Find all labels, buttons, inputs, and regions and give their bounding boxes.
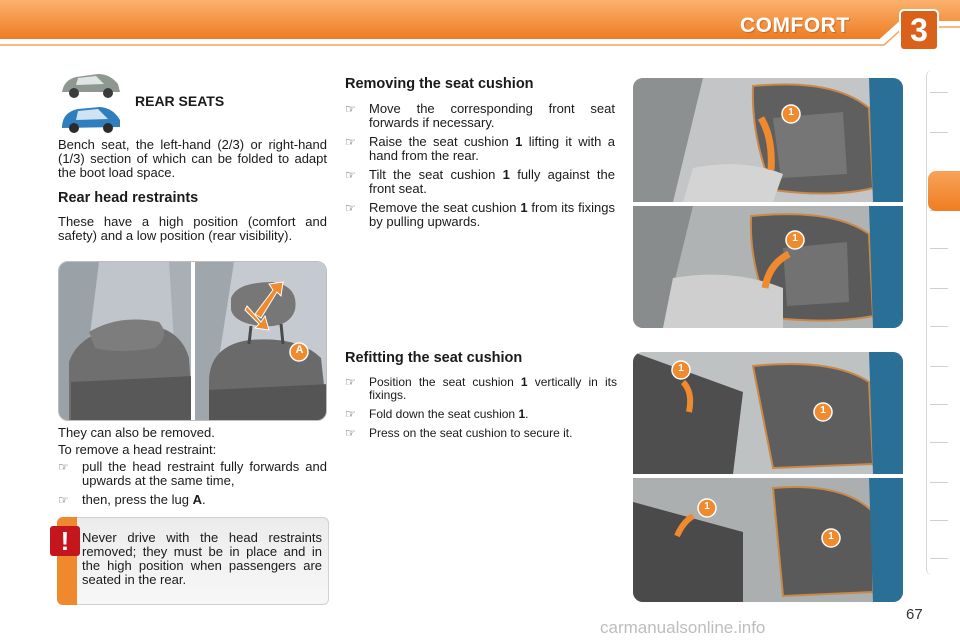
lug-reference: A [192,492,202,507]
hand-bullet-icon: ☞ [58,460,69,474]
tab-divider [930,404,948,405]
hand-bullet-icon: ☞ [345,102,356,116]
hand-bullet-icon: ☞ [345,375,356,389]
hand-bullet-icon: ☞ [345,426,356,440]
hand-bullet-icon: ☞ [345,407,356,421]
removing-step: ☞ Move the corresponding front seat forwards if necessary. [345,101,615,130]
figure-label-1: 1 [704,501,710,512]
chapter-tab-strip [926,70,948,575]
removing-step: ☞ Remove the seat cushion 1 from its fixings by pulling upwards. [345,200,616,229]
head-restraint-illustration [59,262,327,421]
tab-divider [930,132,948,133]
remove-step-text: then, press the lug [82,492,189,507]
figure-label-1: 1 [820,405,826,416]
remove-step [58,460,327,488]
hand-bullet-icon: ☞ [345,168,356,182]
figure-label-a: A [295,344,304,356]
chapter-number: 3 [910,12,928,48]
chapter-title: COMFORT [740,14,850,37]
removing-steps-list [345,102,615,234]
removing-title: Removing the seat cushion [345,76,534,92]
figure-label-1: 1 [792,233,798,244]
car-icon-grey [62,74,120,98]
rear-seats-intro: Bench seat, the left-hand (2/3) or right-hand (1/3) section of which can be folded to adapt the boot load space. [58,137,327,180]
warning-exclamation-icon: ! [50,526,80,556]
head-restraint-figure [58,261,327,421]
hand-bullet-icon: ☞ [345,135,356,149]
tab-divider [930,92,948,93]
tab-divider [930,288,948,289]
car-icons [58,66,124,134]
refitting-step: ☞ Press on the seat cushion to secure it. [345,426,573,440]
figure-label-1: 1 [788,107,794,118]
tab-divider [930,326,948,327]
figure-label-1: 1 [828,531,834,542]
tab-divider [930,442,948,443]
refitting-seat-figure [633,352,903,602]
refitting-seat-illustration [633,352,903,602]
remove-step [58,493,327,507]
removing-seat-figure [633,78,903,328]
page-number: 67 [906,606,923,623]
hand-bullet-icon: ☞ [58,493,69,507]
tab-divider [930,366,948,367]
removable-text: They can also be removed. [58,425,215,440]
page-heading: REAR SEATS [135,93,225,109]
removing-seat-illustration [633,78,903,328]
active-chapter-tab[interactable] [928,171,960,211]
remove-steps-list [58,460,327,512]
rear-head-restraints-title: Rear head restraints [58,190,199,206]
tab-divider [930,248,948,249]
refitting-title: Refitting the seat cushion [345,350,523,366]
lug-suffix: . [201,492,206,507]
remove-step-text: pull the head restraint fully forwards and upwards at the same time, [82,459,327,488]
figure-label-1: 1 [678,363,684,374]
remove-intro: To remove a head restraint: [58,442,217,457]
hand-bullet-icon: ☞ [345,201,356,215]
refitting-step: ☞ Fold down the seat cushion 1. [345,407,529,421]
tab-divider [930,520,948,521]
removing-step: ☞ Raise the seat cushion 1 lifting it with a hand from the rear. [345,134,615,163]
watermark: carmanualsonline.info [600,618,766,637]
tab-divider [930,482,948,483]
refitting-steps-list [345,376,617,446]
tab-rail [926,70,948,575]
refitting-step: ☞ Position the seat cushion 1 vertically in its fixings. [345,375,617,402]
rear-head-restraints-text: These have a high position (comfort and safety) and a low position (rear visibility). [58,214,327,243]
removing-step: ☞ Tilt the seat cushion 1 fully against the front seat. [345,167,615,196]
car-icon-blue [62,107,120,133]
tab-divider [930,558,948,559]
chapter-header [0,0,960,50]
warning-text: Never drive with the head restraints removed; they must be in place and in the high position when passengers are seated in the rear. [82,530,322,587]
